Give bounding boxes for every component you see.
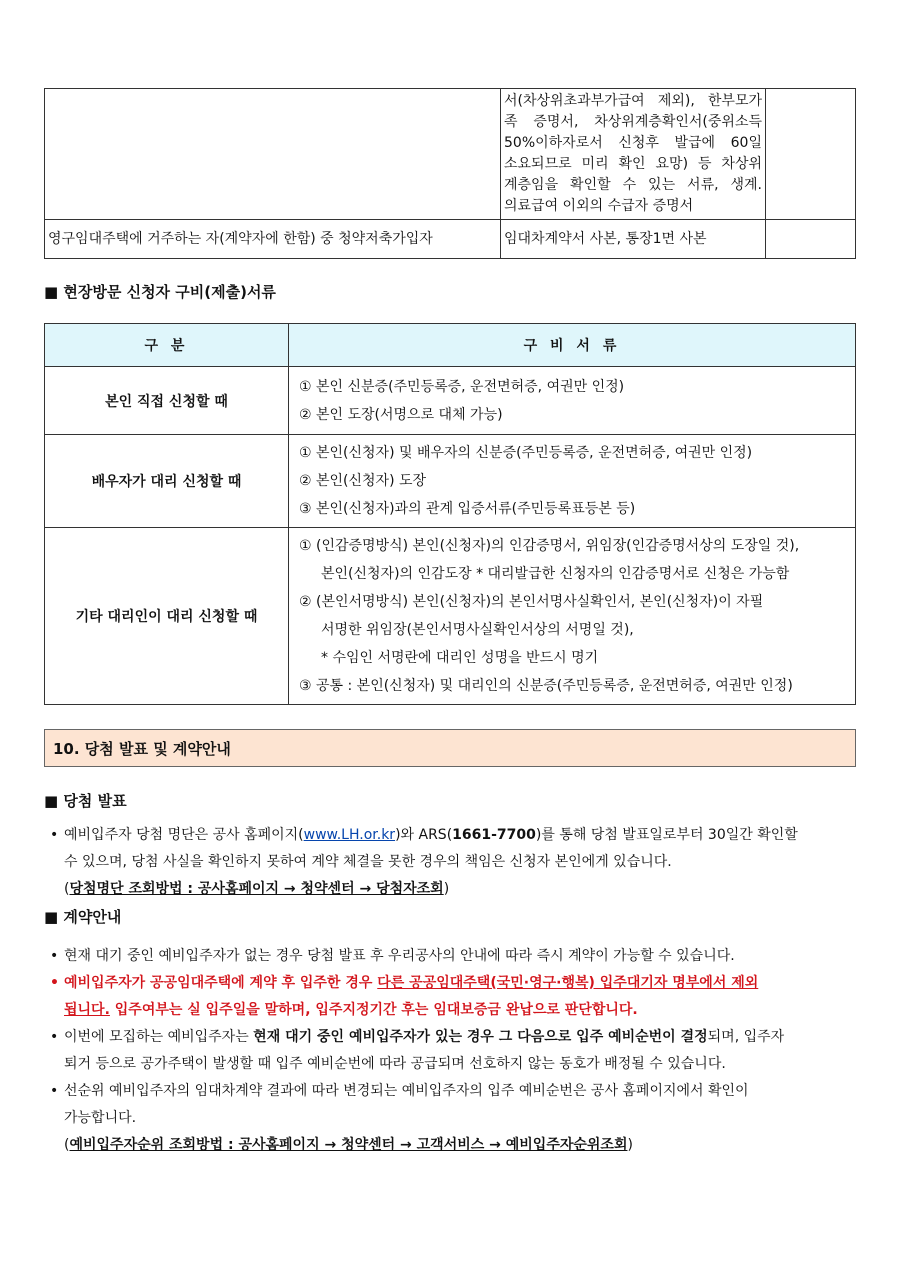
doc-line: 계층임을 확인할 수 있는 서류, 생계. xyxy=(504,177,762,193)
doc-item: ② (본인서명방식) 본인(신청자)의 본인서명사실확인서, 본인(신청자)이 자필 xyxy=(299,594,764,610)
contract-paragraphs xyxy=(50,943,856,1159)
header-category: 구 분 xyxy=(45,324,289,367)
text: 이번에 모집하는 예비입주자는 xyxy=(64,1029,254,1045)
table-cell xyxy=(766,220,856,259)
text: 현재 대기 중인 예비입주자가 있는 경우 그 다음으로 입주 예비순번이 결정 xyxy=(253,1029,708,1045)
text: )를 통해 당첨 발표일로부터 30일간 확인할 xyxy=(535,827,798,843)
table-row xyxy=(45,89,856,220)
doc-line: 50%이하자로서 신청후 발급에 60일 xyxy=(504,135,762,151)
doc-line: 서(차상위초과부가급여 제외), 한부모가 xyxy=(504,93,762,109)
table-cell xyxy=(766,89,856,220)
table-header-row xyxy=(45,324,856,367)
row-category: 기타 대리인이 대리 신청할 때 xyxy=(45,528,289,705)
row-items xyxy=(289,367,856,435)
text: 가능합니다. xyxy=(64,1110,137,1126)
text: 선순위 예비입주자의 임대차계약 결과에 따라 변경되는 예비입주자의 입주 예비순번은 공사 홈페이지에서 확인이 xyxy=(64,1083,749,1099)
bullet-item xyxy=(50,1024,856,1078)
row-items xyxy=(289,435,856,528)
bullet-item: • 선순위 예비입주자의 임대차계약 결과에 따라 변경되는 예비입주자의 입주 예비순번은 공사 홈페이지에서 확인이 가능합니다. (예비입주자순위 조회방법 : 공사홈페이지 → 청약센터 → 고객서비스 → 예비입주자순위조회) xyxy=(50,1078,856,1159)
table-cell-docs: 임대차계약서 사본, 통장1면 사본 xyxy=(501,220,766,259)
row-items xyxy=(289,528,856,705)
visit-docs-table xyxy=(44,323,856,705)
doc-item: ① (인감증명방식) 본인(신청자)의 인감증명서, 위임장(인감증명서상의 도장일 것), xyxy=(299,538,800,554)
section-banner: 10. 당첨 발표 및 계약안내 xyxy=(44,729,856,767)
text: 수 있으며, 당첨 사실을 확인하지 못하여 계약 체결을 못한 경우의 책임은 신청자 본인에게 있습니다. xyxy=(64,854,672,870)
text: 예비입주자가 공공임대주택에 계약 후 입주한 경우 xyxy=(64,975,378,991)
bullet-item-warning xyxy=(50,970,856,1024)
eligibility-docs-table xyxy=(44,88,856,259)
homepage-link[interactable]: www.LH.or.kr xyxy=(303,827,396,843)
doc-item: ③ 본인(신청자)과의 관계 입증서류(주민등록표등본 등) xyxy=(299,501,636,517)
subsection-heading: ■ 계약안내 xyxy=(44,908,122,926)
section-heading: ■ 현장방문 신청자 구비(제출)서류 xyxy=(44,283,276,301)
text: 다른 공공임대주택(국민·영구·행복) 입주대기자 명부에서 제외 xyxy=(377,975,759,991)
text: 되며, 입주자 xyxy=(707,1029,785,1045)
doc-item: ② 본인(신청자) 도장 xyxy=(299,473,427,489)
doc-item: 본인(신청자)의 인감도장 * 대리발급한 신청자의 인감증명서로 신청은 가능함 xyxy=(321,566,790,582)
text: 입주여부는 실 입주일을 말하며, 입주지정기간 후는 임대보증금 완납으로 판단합니다. xyxy=(109,1002,638,1018)
doc-item: ① 본인(신청자) 및 배우자의 신분증(주민등록증, 운전면허증, 여권만 인정) xyxy=(299,445,753,461)
lookup-method: 당첨명단 조회방법 : 공사홈페이지 → 청약센터 → 당첨자조회 xyxy=(69,881,444,897)
table-row xyxy=(45,367,856,435)
table-cell-docs xyxy=(501,89,766,220)
table-row xyxy=(45,220,856,259)
doc-item: * 수임인 서명란에 대리인 성명을 반드시 명기 xyxy=(321,650,599,666)
doc-item: ① 본인 신분증(주민등록증, 운전면허증, 여권만 인정) xyxy=(299,378,625,395)
doc-line: 족 증명서, 차상위계층확인서(중위소득 xyxy=(504,114,762,130)
doc-line: 소요되므로 미리 확인 요망) 등 차상위 xyxy=(504,156,762,172)
row-category: 배우자가 대리 신청할 때 xyxy=(45,435,289,528)
ars-number: 1661-7700 xyxy=(452,827,536,843)
table-row xyxy=(45,435,856,528)
announce-paragraph xyxy=(50,822,856,903)
table-cell xyxy=(45,89,501,220)
doc-line: 의료급여 이외의 수급자 증명서 xyxy=(504,198,694,214)
bullet-item: • 예비입주자 당첨 명단은 공사 홈페이지(www.LH.or.kr)와 ARS(1661-7700)를 통해 당첨 발표일로부터 30일간 확인할 수 있으며, 당첨 사실을 확인하지 못하여 계약 체결을 못한 경우의 책임은 신청자 본인에게 있습니다. (당첨명단 조회방법 : 공사홈페이지 → 청약센터 → 당첨자조회) xyxy=(50,822,856,903)
subsection-heading: ■ 당첨 발표 xyxy=(44,792,127,810)
table-cell: 영구임대주택에 거주하는 자(계약자에 한함) 중 청약저축가입자 xyxy=(45,220,501,259)
text: )와 ARS( xyxy=(395,827,453,843)
bullet-item: • 현재 대기 중인 예비입주자가 없는 경우 당첨 발표 후 우리공사의 안내에 따라 즉시 계약이 가능할 수 있습니다. xyxy=(50,943,856,970)
text: 됩니다. xyxy=(64,1002,110,1018)
text: 예비입주자 당첨 명단은 공사 홈페이지( xyxy=(64,827,304,843)
table-row xyxy=(45,528,856,705)
lookup-method: 예비입주자순위 조회방법 : 공사홈페이지 → 청약센터 → 고객서비스 → 예비입주자순위조회 xyxy=(69,1137,628,1153)
text: 퇴거 등으로 공가주택이 발생할 때 입주 예비순번에 따라 공급되며 선호하지 않는 동호가 배정될 수 있습니다. xyxy=(64,1056,726,1072)
doc-item: ③ 공통 : 본인(신청자) 및 대리인의 신분증(주민등록증, 운전면허증, 여권만 인정) xyxy=(299,678,793,694)
doc-item: 서명한 위임장(본인서명사실확인서상의 서명일 것), xyxy=(321,622,634,638)
header-docs: 구 비 서 류 xyxy=(289,324,856,367)
doc-item: ② 본인 도장(서명으로 대체 가능) xyxy=(299,406,503,423)
row-category: 본인 직접 신청할 때 xyxy=(45,367,289,435)
